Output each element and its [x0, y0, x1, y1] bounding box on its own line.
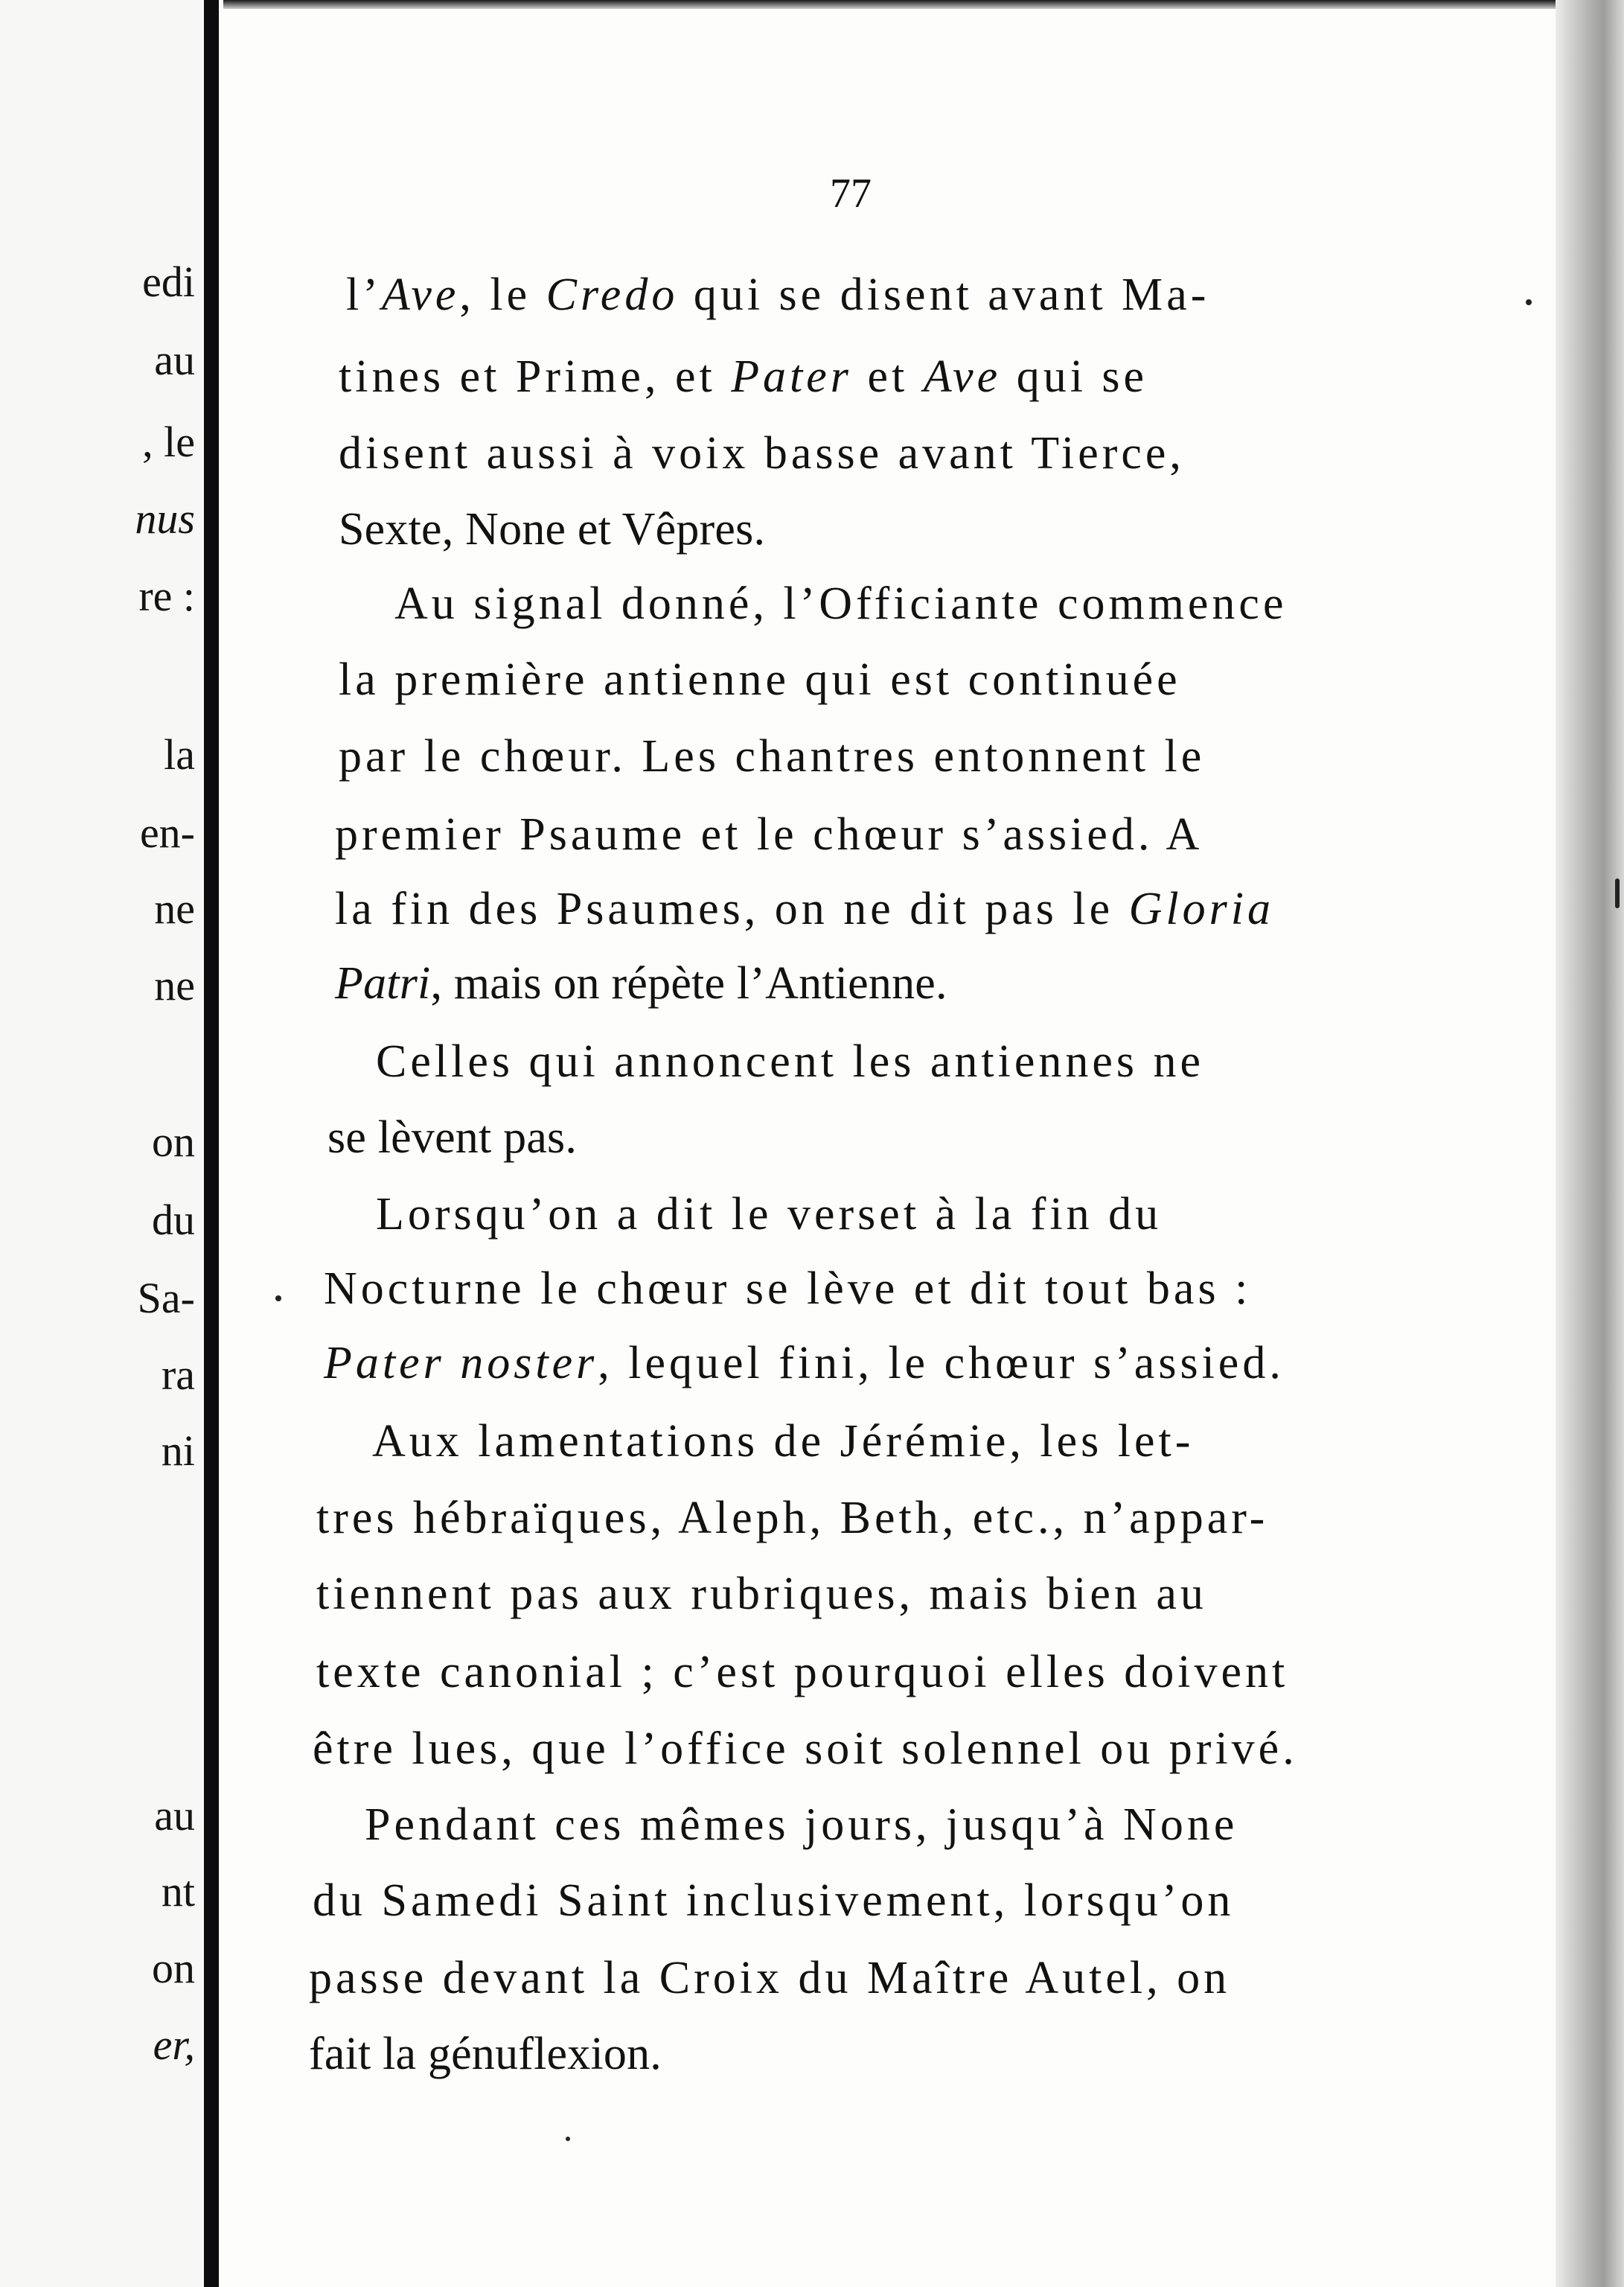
left-page-fragment: er,: [153, 2020, 195, 2069]
text-run: par le chœur. Les chantres entonnent le: [339, 731, 1206, 782]
italic-text: Patri: [335, 958, 431, 1009]
left-page-fragment: du: [152, 1196, 195, 1244]
text-line: [324, 1340, 1285, 1386]
left-page-fragment: re :: [138, 572, 195, 620]
left-page-fragment: , le: [142, 418, 195, 466]
page-top-edge: [223, 0, 1623, 9]
text-line: [335, 960, 947, 1007]
text-run: , lequel fini, le chœur s’assied.: [598, 1338, 1285, 1388]
left-page-fragment: Sa-: [137, 1274, 195, 1322]
text-line: [316, 1495, 1268, 1541]
text-run: Lorsqu’on a dit le verset à la fin du: [376, 1189, 1163, 1240]
text-line: [324, 1263, 1252, 1314]
text-run: la première antienne qui est continuée: [339, 654, 1181, 705]
ink-speck: [1526, 299, 1532, 305]
italic-text: Pater noster: [324, 1338, 598, 1388]
text-run: du Samedi Saint inclusivement, lorsqu’on: [313, 1875, 1235, 1926]
left-page-fragment: on: [152, 1944, 195, 1992]
text-line: [316, 1571, 1207, 1617]
italic-text: Ave: [381, 269, 460, 320]
paragraph-first-line: [365, 1799, 1238, 1850]
italic-text: Credo: [546, 269, 679, 320]
text-run: et: [851, 351, 924, 402]
left-page-fragment: on: [152, 1117, 195, 1166]
text-run: la fin des Psaumes, on ne dit pas le: [335, 884, 1129, 934]
text-line: [339, 654, 1181, 705]
text-run: , le: [459, 269, 546, 320]
italic-text: Pater: [731, 351, 852, 402]
left-page-fragment: au: [154, 1791, 195, 1840]
text-run: Nocturne le chœur se lève et dit tout bas :: [324, 1263, 1252, 1314]
left-page-fragment: ne: [154, 884, 195, 933]
text-line: [313, 1723, 1298, 1774]
text-line: [309, 1955, 1230, 2001]
text-run: Aux lamentations de Jérémie, les let-: [372, 1416, 1195, 1467]
text-line: [339, 504, 766, 555]
text-run: se lèvent pas.: [327, 1112, 578, 1163]
ink-speck: [566, 2137, 570, 2141]
left-page-fragment: ra: [161, 1350, 195, 1399]
text-run: disent aussi à voix basse avant Tierce,: [339, 428, 1185, 479]
text-run: Au signal donné, l’Officiante commence: [394, 578, 1288, 629]
left-page-fragment: ni: [161, 1426, 195, 1475]
text-line: [309, 2031, 662, 2077]
left-page-fragment: au: [154, 336, 195, 384]
paragraph-first-line: [376, 1189, 1163, 1240]
text-run: Sexte, None et Vêpres.: [339, 504, 766, 555]
text-line: [335, 886, 1274, 932]
page-number: 77: [830, 170, 872, 217]
paragraph-first-line: [372, 1416, 1195, 1467]
text-run: tiennent pas aux rubriques, mais bien au: [316, 1569, 1207, 1619]
text-run: premier Psaume et le chœur s’assied. A: [335, 809, 1203, 860]
text-line: [339, 731, 1206, 782]
text-run: passe devant la Croix du Maître Autel, on: [309, 1953, 1231, 2003]
text-line: [327, 1114, 577, 1161]
text-line: [335, 811, 1203, 858]
left-page-fragment: edi: [142, 258, 195, 306]
binding-gutter: [204, 0, 219, 2287]
text-run: qui se disent avant Ma-: [678, 269, 1210, 320]
text-run: l’: [346, 269, 382, 320]
left-page-fragment: nt: [161, 1867, 195, 1916]
text-line: [339, 351, 1148, 402]
italic-text: Gloria: [1128, 884, 1274, 934]
text-run: texte canonial ; c’est pourquoi elles doivent: [316, 1647, 1289, 1697]
text-run: , mais on répète l’Antienne.: [430, 958, 947, 1009]
text-line: [313, 1875, 1235, 1926]
text-run: qui se: [1001, 351, 1148, 402]
text-run: tres hébraïques, Aleph, Beth, etc., n’appar-: [316, 1493, 1269, 1543]
left-page-fragment: nus: [135, 494, 195, 543]
text-run: tines et Prime, et: [339, 351, 732, 402]
left-page-fragment: en-: [139, 808, 195, 857]
text-run: Pendant ces mêmes jours, jusqu’à None: [365, 1799, 1238, 1850]
paragraph-first-line: [376, 1036, 1205, 1087]
text-run: fait la génuflexion.: [309, 2029, 662, 2079]
text-run: Celles qui annoncent les antiennes ne: [376, 1036, 1205, 1087]
page-right-edge-shadow: [1556, 0, 1624, 2287]
text-line: [316, 1649, 1288, 1695]
italic-text: Ave: [923, 351, 1002, 402]
left-page-fragment: la: [164, 730, 195, 779]
ink-speck: [275, 1295, 281, 1301]
text-line: [339, 428, 1185, 479]
text-run: être lues, que l’office soit solennel ou privé.: [313, 1723, 1298, 1774]
ink-speck: [1615, 878, 1620, 908]
text-line: [346, 269, 1210, 320]
paragraph-first-line: [394, 578, 1288, 629]
left-page-fragment: ne: [154, 961, 195, 1009]
